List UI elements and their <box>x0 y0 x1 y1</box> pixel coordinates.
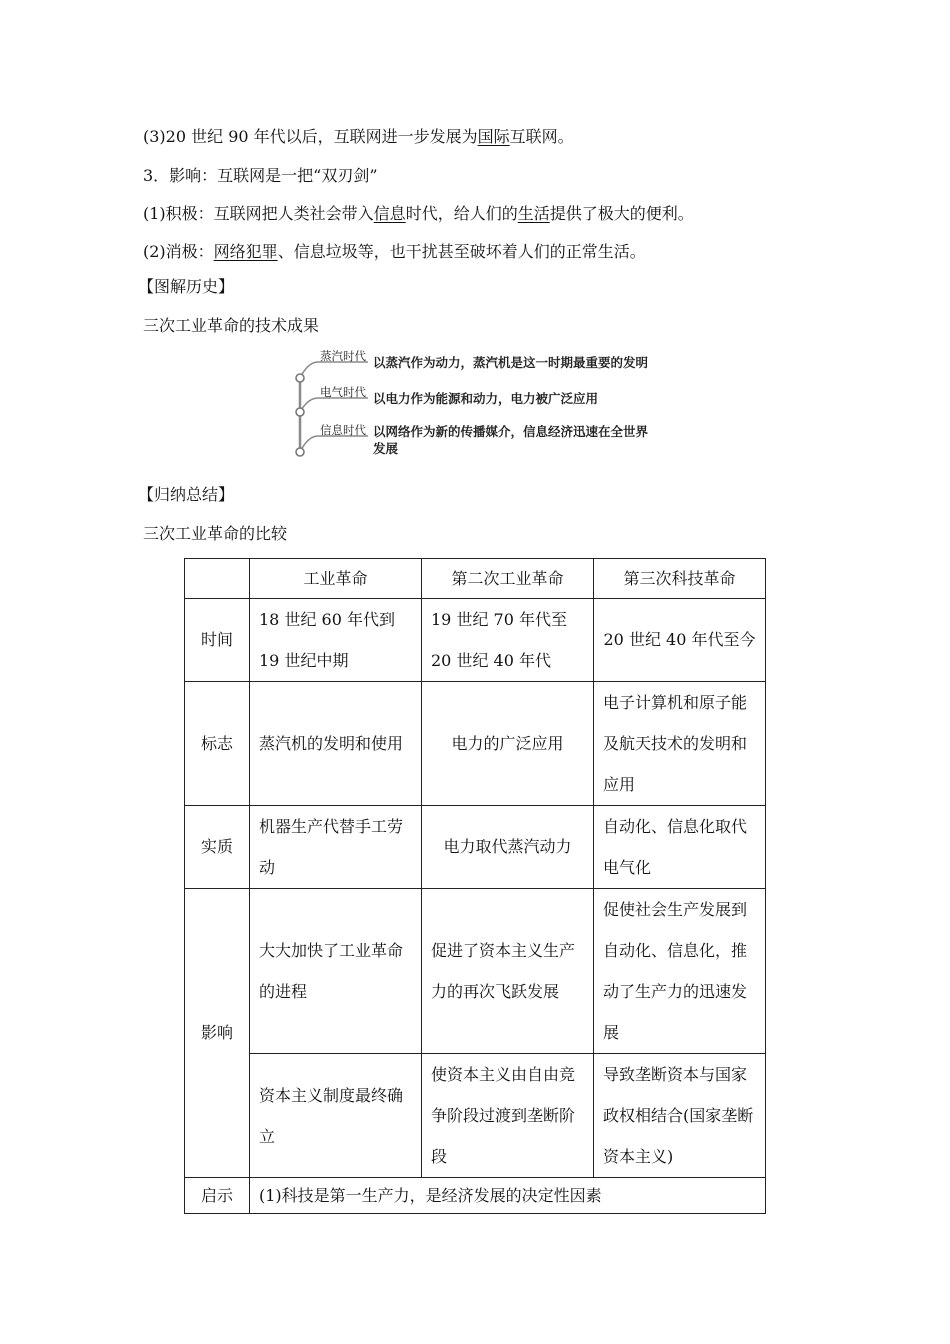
comparison-table <box>184 558 766 1214</box>
underlined-information: 信息 <box>373 204 406 223</box>
row-label-impact: 影响 <box>185 889 250 1178</box>
time-third: 20 世纪 40 年代至今 <box>594 599 766 682</box>
table-row-time <box>185 599 766 682</box>
header-third-revolution: 第三次科技革命 <box>594 559 766 599</box>
table-header-row <box>185 559 766 599</box>
underlined-international: 国际 <box>477 127 510 146</box>
effect-title: 3．影响：互联网是一把“双刃剑” <box>143 166 378 185</box>
diagram-subtitle: 三次工业革命的技术成果 <box>143 316 320 335</box>
desc-information: 以网络作为新的传播媒介，信息经济迅速在全世界发展 <box>373 424 649 456</box>
table-row-insight <box>185 1178 766 1214</box>
desc-electric: 以电力作为能源和动力，电力被广泛应用 <box>373 391 599 406</box>
row-label-time: 时间 <box>185 599 250 682</box>
mark-second: 电力的广泛应用 <box>422 682 594 806</box>
row-label-mark: 标志 <box>185 682 250 806</box>
mark-first: 蒸汽机的发明和使用 <box>250 682 422 806</box>
desc-steam: 以蒸汽作为动力，蒸汽机是这一时期最重要的发明 <box>373 355 649 370</box>
essence-first: 机器生产代替手工劳动 <box>250 806 422 889</box>
impact-first-2: 资本主义制度最终确立 <box>250 1054 422 1178</box>
era-information: 信息时代 <box>320 423 366 437</box>
underlined-life: 生活 <box>517 204 550 223</box>
section-heading-diagram: 【图解历史】 <box>138 277 235 296</box>
table-row-mark <box>185 682 766 806</box>
header-corner <box>185 559 250 599</box>
underlined-cybercrime: 网络犯罪 <box>213 242 278 261</box>
row-label-essence: 实质 <box>185 806 250 889</box>
internet-stage-3-line: (3)20 世纪 90 年代以后，互联网进一步发展为国际互联网。 <box>143 127 574 146</box>
impact-third-1: 促使社会生产发展到自动化、信息化，推动了生产力的迅速发展 <box>594 889 766 1054</box>
header-second-revolution: 第二次工业革命 <box>422 559 594 599</box>
insight-text: (1)科技是第一生产力，是经济发展的决定性因素 <box>250 1178 766 1214</box>
essence-third: 自动化、信息化取代电气化 <box>594 806 766 889</box>
impact-second-2: 使资本主义由自由竞争阶段过渡到垄断阶段 <box>422 1054 594 1178</box>
impact-second-1: 促进了资本主义生产力的再次飞跃发展 <box>422 889 594 1054</box>
section-heading-summary: 【归纳总结】 <box>138 485 235 504</box>
header-first-revolution: 工业革命 <box>250 559 422 599</box>
table-row-impact-1 <box>185 889 766 1054</box>
negative-effect-line: (2)消极：网络犯罪、信息垃圾等，也干扰甚至破坏着人们的正常生活。 <box>143 242 646 261</box>
impact-third-2: 导致垄断资本与国家政权相结合(国家垄断资本主义) <box>594 1054 766 1178</box>
row-label-insight: 启示 <box>185 1178 250 1214</box>
era-electric: 电气时代 <box>320 385 366 399</box>
impact-first-1: 大大加快了工业革命的进程 <box>250 889 422 1054</box>
era-steam: 蒸汽时代 <box>320 349 366 363</box>
industrial-revolution-diagram <box>290 345 670 465</box>
time-second: 19 世纪 70 年代至 20 世纪 40 年代 <box>422 599 594 682</box>
time-first: 18 世纪 60 年代到 19 世纪中期 <box>250 599 422 682</box>
essence-second: 电力取代蒸汽动力 <box>422 806 594 889</box>
table-row-impact-2 <box>185 1054 766 1178</box>
positive-effect-line: (1)积极：互联网把人类社会带入信息时代，给人们的生活提供了极大的便利。 <box>143 204 694 223</box>
table-subtitle: 三次工业革命的比较 <box>143 524 288 543</box>
mark-third: 电子计算机和原子能及航天技术的发明和应用 <box>594 682 766 806</box>
table-row-essence <box>185 806 766 889</box>
